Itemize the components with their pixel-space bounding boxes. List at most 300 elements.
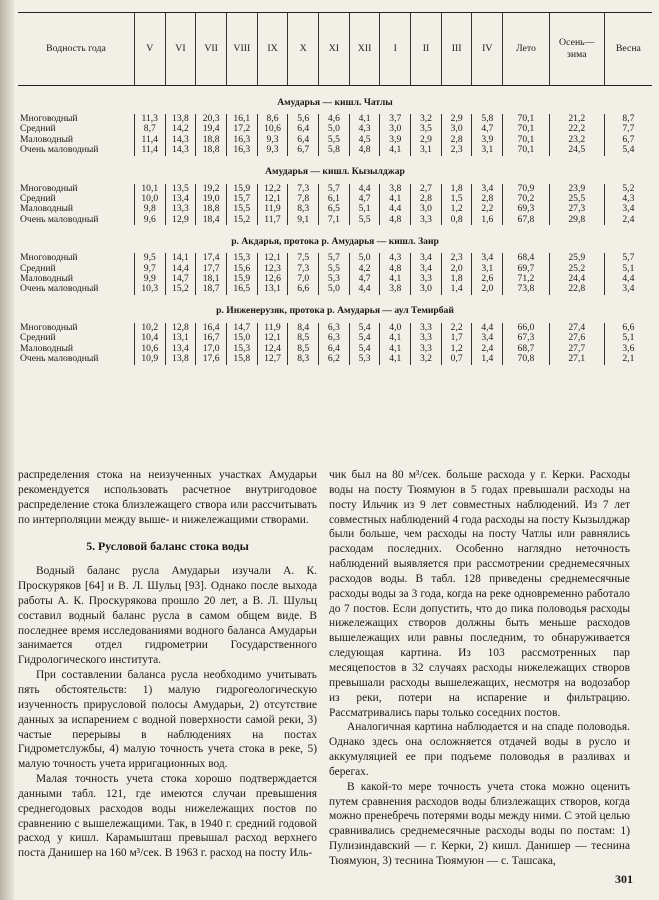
table-cell: 2,9 <box>441 114 472 124</box>
table-cell: 14,3 <box>165 145 196 155</box>
table-cell: 5,1 <box>604 264 652 274</box>
table-row <box>18 354 652 364</box>
table-cell: 70,1 <box>503 145 550 155</box>
table-cell: 1,7 <box>441 333 472 343</box>
table-cell: 0,8 <box>441 215 472 225</box>
row-label: Средний <box>20 124 56 135</box>
table-cell: 3,3 <box>411 274 442 284</box>
table-cell: 25,5 <box>549 194 604 204</box>
header-month: I <box>380 13 411 86</box>
table-cell: 12,9 <box>165 215 196 225</box>
header-month: X <box>288 13 319 86</box>
table-cell: 15,0 <box>226 333 257 343</box>
table-cell: 3,0 <box>411 204 442 214</box>
table-cell: 4,5 <box>349 135 380 145</box>
station-title: р. Инженерузяк, протока р. Амударья — аул Темирбай <box>216 305 454 317</box>
table-cell: 3,4 <box>472 184 503 194</box>
table-cell: 2,9 <box>411 135 442 145</box>
table-cell: 9,3 <box>257 145 288 155</box>
table-cell: 5,7 <box>604 253 652 263</box>
table-cell: 10,4 <box>134 333 165 343</box>
table-cell: 70,1 <box>503 114 550 124</box>
table-cell: 29,8 <box>549 215 604 225</box>
table-cell: 3,1 <box>472 264 503 274</box>
table-row <box>18 215 652 225</box>
table-cell: 1,4 <box>472 354 503 364</box>
table-row <box>18 284 652 294</box>
table-cell: 3,0 <box>411 284 442 294</box>
table-cell: 3,4 <box>472 333 503 343</box>
table-cell: 2,1 <box>604 354 652 364</box>
table-cell: 17,4 <box>196 253 227 263</box>
table-cell: 12,1 <box>257 253 288 263</box>
table-cell: 4,1 <box>380 354 411 364</box>
header-summer: Лето <box>503 13 550 86</box>
table-cell: 15,5 <box>226 204 257 214</box>
table-cell: 4,4 <box>349 184 380 194</box>
table-cell: 15,2 <box>165 284 196 294</box>
table-cell: 15,9 <box>226 274 257 284</box>
table-cell: 17,6 <box>196 354 227 364</box>
table-cell: 17,7 <box>196 264 227 274</box>
paragraph: Водный баланс русла Амударьи изучали А. К. Проскуряков [64] и В. Л. Шульц [93]. Однако после выхода работы А. К. Проскурякова прошло 20 лет, а В. Л. Шульц составил водный баланс русла в самом общем виде. В последнее время исследованиями водного баланса Амударьи занимается отдел гидрометрии Государственного Гидрологического института. <box>18 565 317 667</box>
table-cell: 4,4 <box>349 284 380 294</box>
page-binding-edge <box>0 0 14 900</box>
table-cell: 4,1 <box>380 145 411 155</box>
table-cell: 8,5 <box>288 344 319 354</box>
table-cell: 14,7 <box>165 274 196 284</box>
text-column-right <box>329 468 630 869</box>
table-cell: 3,3 <box>411 333 442 343</box>
row-label: Средний <box>20 263 56 274</box>
table-cell: 15,9 <box>226 184 257 194</box>
table-cell: 23,9 <box>549 184 604 194</box>
table-cell: 2,3 <box>441 253 472 263</box>
table-cell: 5,5 <box>319 264 350 274</box>
paragraph: Малая точность учета стока хорошо подтверждается данными табл. 121, где имеются случаи превышения среднегодовых расходов воды нижележащих постов по сравнению с вышележащими. Так, в 1940 г. средний годовой расход у кишл. Карамышташ превышал расход верхнего поста Данишер на 160 м³/сек. В 1963 г. расход на посту Иль- <box>18 773 317 860</box>
table-cell: 7,5 <box>288 253 319 263</box>
table-body <box>18 86 652 365</box>
table-cell: 5,4 <box>349 323 380 333</box>
table-cell: 4,7 <box>349 274 380 284</box>
table-cell: 8,6 <box>257 114 288 124</box>
table-cell: 2,0 <box>472 284 503 294</box>
row-label: Маловодный <box>20 134 74 145</box>
table-cell: 7,7 <box>604 124 652 134</box>
table-cell: 14,1 <box>165 253 196 263</box>
header-month: VII <box>196 13 227 86</box>
table-cell: 9,3 <box>257 135 288 145</box>
table-cell: 17,0 <box>196 344 227 354</box>
table-cell: 16,1 <box>226 114 257 124</box>
table-cell: 68,4 <box>503 253 550 263</box>
table-cell: 67,3 <box>503 333 550 343</box>
table-header-row <box>18 13 652 86</box>
row-label: Маловодный <box>20 204 74 215</box>
table-cell: 5,1 <box>604 333 652 343</box>
table-cell: 1,6 <box>472 215 503 225</box>
table-cell: 11,7 <box>257 215 288 225</box>
table-cell: 11,3 <box>134 114 165 124</box>
table-cell: 5,8 <box>319 145 350 155</box>
table-cell: 18,1 <box>196 274 227 284</box>
table-cell: 6,1 <box>319 194 350 204</box>
table-cell: 1,5 <box>441 194 472 204</box>
table-cell: 4,8 <box>349 145 380 155</box>
table-cell: 19,2 <box>196 184 227 194</box>
table-cell: 16,3 <box>226 145 257 155</box>
header-month: VIII <box>226 13 257 86</box>
table-cell: 0,7 <box>441 354 472 364</box>
table-cell: 2,6 <box>472 274 503 284</box>
table-cell: 5,7 <box>319 253 350 263</box>
table-cell: 71,2 <box>503 274 550 284</box>
table-cell: 18,8 <box>196 145 227 155</box>
table-cell: 18,8 <box>196 204 227 214</box>
table-cell: 22,8 <box>549 284 604 294</box>
table-cell: 8,7 <box>604 114 652 124</box>
table-cell: 68,7 <box>503 344 550 354</box>
table-cell: 2,3 <box>441 145 472 155</box>
station-heading-row <box>18 156 652 184</box>
table-cell: 4,8 <box>380 264 411 274</box>
table-row <box>18 204 652 214</box>
paragraph: В какой-то мере точность учета стока можно оценить путем сравнения расходов воды близлежащих створов, когда можно пренебречь потерями воды между ними. С этой целью сравнивались среднемесячные расходы воды по постам: 1) Пулизиндавский — г. Керки, 2) кишл. Данишер — теснина Тюямуюн, 3) теснина Тюямуюн — с. Ташсака, <box>329 780 630 867</box>
table-cell: 5,1 <box>349 204 380 214</box>
table-cell: 4,3 <box>380 253 411 263</box>
table-cell: 9,7 <box>134 264 165 274</box>
table-cell: 12,4 <box>257 344 288 354</box>
table-cell: 4,4 <box>380 204 411 214</box>
header-month: XI <box>319 13 350 86</box>
row-label: Очень маловодный <box>20 354 99 365</box>
table-row <box>18 184 652 194</box>
table-row <box>18 344 652 354</box>
table-cell: 3,4 <box>604 204 652 214</box>
table-cell: 3,4 <box>411 264 442 274</box>
station-title: Амударья — кишл. Кызылджар <box>265 166 405 178</box>
table-cell: 17,2 <box>226 124 257 134</box>
table-cell: 27,6 <box>549 333 604 343</box>
table-cell: 12,1 <box>257 194 288 204</box>
table-cell: 7,3 <box>288 264 319 274</box>
table-cell: 10,6 <box>257 124 288 134</box>
table-cell: 19,0 <box>196 194 227 204</box>
table-cell: 3,8 <box>380 184 411 194</box>
table-cell: 70,1 <box>503 135 550 145</box>
table-cell: 1,8 <box>441 274 472 284</box>
table-cell: 8,7 <box>134 124 165 134</box>
table-cell: 18,4 <box>196 215 227 225</box>
table-cell: 4,1 <box>380 344 411 354</box>
table-cell: 25,2 <box>549 264 604 274</box>
row-label: Маловодный <box>20 274 74 285</box>
table-cell: 2,0 <box>441 264 472 274</box>
table-cell: 70,9 <box>503 184 550 194</box>
table-cell: 5,5 <box>319 135 350 145</box>
table-cell: 13,4 <box>165 194 196 204</box>
table-row <box>18 114 652 124</box>
table-cell: 73,8 <box>503 284 550 294</box>
table-row <box>18 333 652 343</box>
table-cell: 24,5 <box>549 145 604 155</box>
table-cell: 13,3 <box>165 204 196 214</box>
table-row <box>18 135 652 145</box>
table-cell: 13,1 <box>257 284 288 294</box>
runoff-distribution-table <box>18 12 652 365</box>
text-column-left <box>18 468 317 861</box>
table-cell: 15,2 <box>226 215 257 225</box>
table-cell: 67,8 <box>503 215 550 225</box>
table-cell: 14,7 <box>226 323 257 333</box>
table-cell: 3,4 <box>411 253 442 263</box>
table-cell: 27,3 <box>549 204 604 214</box>
table-cell: 15,7 <box>226 194 257 204</box>
table-cell: 3,5 <box>411 124 442 134</box>
table-cell: 6,7 <box>604 135 652 145</box>
table-cell: 9,1 <box>288 215 319 225</box>
table-cell: 20,3 <box>196 114 227 124</box>
table-cell: 4,1 <box>349 114 380 124</box>
table-cell: 6,4 <box>319 344 350 354</box>
row-label: Средний <box>20 333 56 344</box>
table-row <box>18 124 652 134</box>
table-cell: 6,4 <box>288 124 319 134</box>
table-cell: 22,2 <box>549 124 604 134</box>
table-cell: 13,8 <box>165 354 196 364</box>
paragraph: распределения стока на неизученных участках Амударьи рекомендуется использовать расчетное внутригодовое распределение стока близлежащего створа или рассчитывать по интерполяции между выше- и нижележащими створами. <box>18 469 317 526</box>
table-cell: 5,4 <box>349 344 380 354</box>
table-cell: 2,4 <box>604 215 652 225</box>
table-cell: 6,4 <box>288 135 319 145</box>
table-cell: 66,0 <box>503 323 550 333</box>
table-cell: 1,8 <box>441 184 472 194</box>
table-cell: 7,1 <box>319 215 350 225</box>
table-cell: 3,4 <box>472 253 503 263</box>
table-cell: 27,1 <box>549 354 604 364</box>
table-cell: 5,6 <box>288 114 319 124</box>
table-cell: 5,3 <box>349 354 380 364</box>
table-cell: 2,2 <box>472 204 503 214</box>
header-month: III <box>441 13 472 86</box>
table-cell: 2,8 <box>441 135 472 145</box>
table-cell: 11,4 <box>134 145 165 155</box>
table-cell: 5,0 <box>319 124 350 134</box>
table-row <box>18 145 652 155</box>
table-cell: 21,2 <box>549 114 604 124</box>
table-cell: 12,7 <box>257 354 288 364</box>
table-cell: 8,3 <box>288 204 319 214</box>
row-label: Многоводный <box>20 253 78 264</box>
table-cell: 23,2 <box>549 135 604 145</box>
header-autumn-winter: Осень—зима <box>549 13 604 86</box>
table-cell: 14,3 <box>165 135 196 145</box>
table-cell: 2,2 <box>441 323 472 333</box>
table-cell: 11,4 <box>134 135 165 145</box>
paragraph: Аналогичная картина наблюдается и на спаде половодья. Однако здесь она осложняется отдачей воды в русло и аккумуляцией ее при подъеме половодья в разливах и берегах. <box>329 721 630 778</box>
table-cell: 13,8 <box>165 114 196 124</box>
table-cell: 12,3 <box>257 264 288 274</box>
table-cell: 7,3 <box>288 184 319 194</box>
table-cell: 4,1 <box>380 333 411 343</box>
page-number: 301 <box>615 872 633 886</box>
header-month: XII <box>349 13 380 86</box>
table-cell: 14,2 <box>165 124 196 134</box>
table-cell: 70,8 <box>503 354 550 364</box>
station-heading-row <box>18 295 652 323</box>
table-cell: 15,8 <box>226 354 257 364</box>
table-cell: 3,7 <box>380 114 411 124</box>
table-cell: 8,3 <box>288 354 319 364</box>
table-cell: 4,3 <box>349 124 380 134</box>
table-cell: 3,3 <box>411 215 442 225</box>
table-cell: 3,3 <box>411 323 442 333</box>
table-cell: 27,7 <box>549 344 604 354</box>
table-cell: 3,0 <box>380 124 411 134</box>
table-cell: 4,3 <box>604 194 652 204</box>
table-cell: 5,4 <box>349 333 380 343</box>
header-spring: Весна <box>604 13 652 86</box>
row-label: Средний <box>20 194 56 205</box>
table-cell: 6,2 <box>319 354 350 364</box>
header-water-year: Водность года <box>18 13 134 86</box>
table-cell: 16,4 <box>196 323 227 333</box>
row-label: Многоводный <box>20 114 78 124</box>
table-cell: 3,0 <box>441 124 472 134</box>
table-cell: 3,9 <box>380 135 411 145</box>
row-label: Очень маловодный <box>20 284 99 295</box>
section-heading: 5. Русловой баланс стока воды <box>86 539 249 554</box>
table-cell: 12,8 <box>165 323 196 333</box>
table-cell: 25,9 <box>549 253 604 263</box>
table-cell: 6,3 <box>319 323 350 333</box>
table-cell: 10,3 <box>134 284 165 294</box>
table-cell: 6,6 <box>288 284 319 294</box>
table-cell: 3,2 <box>411 354 442 364</box>
table-cell: 9,9 <box>134 274 165 284</box>
table-cell: 3,8 <box>380 284 411 294</box>
table-cell: 2,8 <box>472 194 503 204</box>
table-cell: 3,2 <box>411 114 442 124</box>
table-cell: 5,0 <box>349 253 380 263</box>
table-cell: 7,0 <box>288 274 319 284</box>
table-cell: 15,3 <box>226 344 257 354</box>
table-cell: 3,3 <box>411 344 442 354</box>
table-cell: 15,6 <box>226 264 257 274</box>
station-heading-row <box>18 225 652 253</box>
table-cell: 12,2 <box>257 184 288 194</box>
row-label: Очень маловодный <box>20 214 99 225</box>
table-cell: 15,3 <box>226 253 257 263</box>
table-cell: 4,7 <box>349 194 380 204</box>
table-cell: 3,1 <box>472 145 503 155</box>
row-label: Маловодный <box>20 343 74 354</box>
table-cell: 5,0 <box>319 284 350 294</box>
table-cell: 24,4 <box>549 274 604 284</box>
table-cell: 5,5 <box>349 215 380 225</box>
table-cell: 6,7 <box>288 145 319 155</box>
station-heading-row <box>18 86 652 115</box>
table-cell: 1,4 <box>441 284 472 294</box>
row-label: Многоводный <box>20 322 78 333</box>
table-cell: 27,4 <box>549 323 604 333</box>
table-cell: 9,5 <box>134 253 165 263</box>
table-cell: 13,4 <box>165 344 196 354</box>
table-cell: 16,3 <box>226 135 257 145</box>
row-label: Очень маловодный <box>20 145 99 156</box>
table-cell: 4,8 <box>380 215 411 225</box>
table-row <box>18 323 652 333</box>
header-month: IV <box>472 13 503 86</box>
table-cell: 10,1 <box>134 184 165 194</box>
table-cell: 70,1 <box>503 124 550 134</box>
table-cell: 6,6 <box>604 323 652 333</box>
table-cell: 8,4 <box>288 323 319 333</box>
table-cell: 1,2 <box>441 344 472 354</box>
table-cell: 16,7 <box>196 333 227 343</box>
table-cell: 4,2 <box>349 264 380 274</box>
table-cell: 5,3 <box>319 274 350 284</box>
table-cell: 4,4 <box>472 323 503 333</box>
table-cell: 11,9 <box>257 323 288 333</box>
station-title: р. Акдарья, протока р. Амударья — кишл. Заир <box>231 235 439 247</box>
table-cell: 69,3 <box>503 204 550 214</box>
table-cell: 12,1 <box>257 333 288 343</box>
table-row <box>18 194 652 204</box>
table-cell: 14,4 <box>165 264 196 274</box>
table-cell: 3,6 <box>604 344 652 354</box>
table-cell: 12,6 <box>257 274 288 284</box>
table-cell: 6,5 <box>319 204 350 214</box>
table-cell: 9,6 <box>134 215 165 225</box>
table-row <box>18 274 652 284</box>
table-cell: 10,6 <box>134 344 165 354</box>
table-cell: 2,7 <box>411 184 442 194</box>
table-cell: 18,7 <box>196 284 227 294</box>
table-cell: 19,4 <box>196 124 227 134</box>
table-cell: 9,8 <box>134 204 165 214</box>
header-month: IX <box>257 13 288 86</box>
paragraph: При составлении баланса русла необходимо учитывать пять обстоятельств: 1) малую гидрогеологическую изученность прирусловой полосы Амударьи, 2) отсутствие данных за испарением с водной поверхности самой реки, 3) частые перерывы в наблюдениях на постах Гидрометслужбы, 4) малую точность учета стока в реке, 5) малую точность учета ирригационных вод. <box>18 669 317 771</box>
table-cell: 5,4 <box>604 145 652 155</box>
table-cell: 10,2 <box>134 323 165 333</box>
table-cell: 3,1 <box>411 145 442 155</box>
table-cell: 4,0 <box>380 323 411 333</box>
table-cell: 13,1 <box>165 333 196 343</box>
table-row <box>18 253 652 263</box>
table-cell: 4,4 <box>604 274 652 284</box>
header-month: VI <box>165 13 196 86</box>
table-cell: 4,1 <box>380 274 411 284</box>
table-cell: 11,9 <box>257 204 288 214</box>
station-title: Амударья — кишл. Чатлы <box>277 96 393 108</box>
table-cell: 16,5 <box>226 284 257 294</box>
table-cell: 6,3 <box>319 333 350 343</box>
table-row <box>18 264 652 274</box>
table-cell: 3,9 <box>472 135 503 145</box>
header-month: V <box>134 13 165 86</box>
table-cell: 5,2 <box>604 184 652 194</box>
table-cell: 2,8 <box>411 194 442 204</box>
table-cell: 70,2 <box>503 194 550 204</box>
table-cell: 5,7 <box>319 184 350 194</box>
table-cell: 4,7 <box>472 124 503 134</box>
table-cell: 13,5 <box>165 184 196 194</box>
table-cell: 2,4 <box>472 344 503 354</box>
table-cell: 69,7 <box>503 264 550 274</box>
header-month: II <box>411 13 442 86</box>
table-cell: 8,5 <box>288 333 319 343</box>
